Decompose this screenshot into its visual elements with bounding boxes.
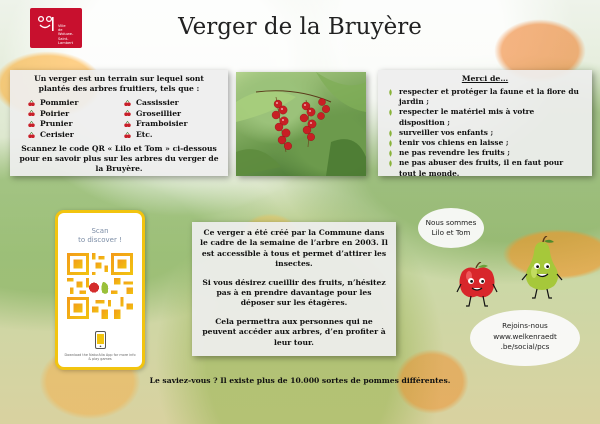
qr-instructions: Scannez le code QR « Lilo et Tom » ci-dessous pour en savoir plus sur les arbres du verger de la Bruyère. xyxy=(19,144,219,174)
leaf-bullet-icon xyxy=(388,109,393,116)
fruit-name: Poirier xyxy=(40,108,70,118)
fruit-name: Etc. xyxy=(136,129,153,139)
qr-code-card[interactable] xyxy=(55,210,145,370)
app-download-note: Download the NaturAlia App for more info & play games xyxy=(64,353,136,362)
fruit-name: Groseillier xyxy=(136,108,182,118)
fun-fact: Le saviez-vous ? Il existe plus de 10.000 sortes de pommes différentes. xyxy=(149,376,451,385)
list-item xyxy=(28,98,124,109)
website-link[interactable]: www.welkenraedt xyxy=(493,331,557,341)
berry-bullet-icon xyxy=(124,100,131,107)
leaf-bullet-icon xyxy=(388,150,393,157)
logo-line: Woluwe-Saint- xyxy=(58,32,74,41)
leaf-bullet-icon xyxy=(388,140,393,147)
orchard-info-panel xyxy=(192,222,396,356)
fruit-name: Prunier xyxy=(40,119,73,129)
logo-line: de xyxy=(58,28,63,33)
list-item xyxy=(388,107,582,127)
list-item xyxy=(388,148,582,158)
redcurrant-photo xyxy=(236,72,366,176)
logo-line: Lambert xyxy=(58,40,74,45)
list-item xyxy=(124,130,220,141)
website-link[interactable]: .be/social/pcs xyxy=(500,342,550,351)
fruit-name: Cerisier xyxy=(40,129,74,139)
intro-text: Un verger est un terrain sur lequel sont plantés des arbres fruitiers, tels que : xyxy=(34,74,204,93)
redcurrant-image xyxy=(236,72,366,176)
list-item xyxy=(388,87,582,107)
rule-text: respecter et protéger la faune et la flore du jardin ; xyxy=(399,87,579,107)
rules-heading: Merci de… xyxy=(461,74,509,83)
rule-text: surveiller vos enfants ; xyxy=(399,127,494,137)
list-item xyxy=(388,138,582,148)
logo-line: Ville xyxy=(58,24,66,28)
rule-text: ne pas revendre les fruits ; xyxy=(399,148,511,158)
bubble-line: Nous sommes xyxy=(425,218,477,227)
berry-bullet-icon xyxy=(28,132,35,139)
rules-panel xyxy=(378,70,592,176)
apple-mascot-icon xyxy=(456,262,498,308)
berry-bullet-icon xyxy=(124,121,131,128)
scan-caption-line: to discover ! xyxy=(78,236,122,244)
leaf-bullet-icon xyxy=(388,89,393,96)
bubble-line: Rejoins-nous xyxy=(502,321,548,330)
berry-bullet-icon xyxy=(28,100,35,107)
list-item xyxy=(28,109,124,120)
info-paragraph: Si vous désirez cueillir des fruits, n’hésitez pas à en prendre davantage pour les déposer sur les étagères. xyxy=(202,277,386,308)
list-item xyxy=(28,119,124,130)
berry-bullet-icon xyxy=(124,132,131,139)
list-item xyxy=(388,158,582,178)
orchard-intro-panel xyxy=(10,70,228,176)
pear-mascot-icon xyxy=(520,236,564,300)
berry-bullet-icon xyxy=(28,121,35,128)
list-item xyxy=(28,130,124,141)
info-paragraph: Ce verger a été créé par la Commune dans le cadre de la semaine de l’arbre en 2003. Il est accessible à tous et permet d’attirer les insectes. xyxy=(200,228,388,269)
bubble-line: Lilo et Tom xyxy=(431,228,471,237)
info-paragraph: Cela permettra aux personnes qui ne peuvent accéder aux arbres, d’en profiter à leur tour. xyxy=(202,316,386,347)
list-item xyxy=(124,109,220,120)
rule-text: ne pas abuser des fruits, il en faut pour tout le monde. xyxy=(399,158,564,178)
list-item xyxy=(124,98,220,109)
qr-code-icon[interactable] xyxy=(67,253,133,319)
fruit-name: Cassissier xyxy=(136,98,179,107)
list-item xyxy=(388,128,582,138)
leaf-bullet-icon xyxy=(388,160,393,167)
fruit-list xyxy=(28,98,220,140)
leaf-bullet-icon xyxy=(388,130,393,137)
scan-caption xyxy=(58,227,142,245)
list-item xyxy=(124,119,220,130)
speech-bubble-website xyxy=(470,310,580,366)
berry-bullet-icon xyxy=(124,110,131,117)
rule-text: respecter le matériel mis à votre disposition ; xyxy=(399,107,535,127)
berry-bullet-icon xyxy=(28,110,35,117)
phone-icon xyxy=(95,331,106,349)
page-title: Verger de la Bruyère xyxy=(178,14,422,40)
scan-caption-line: Scan xyxy=(91,227,109,235)
speech-bubble-intro xyxy=(418,208,484,248)
rule-text: tenir vos chiens en laisse ; xyxy=(399,138,509,148)
fruit-name: Pommier xyxy=(40,98,79,107)
fruit-name: Framboisier xyxy=(136,119,188,129)
